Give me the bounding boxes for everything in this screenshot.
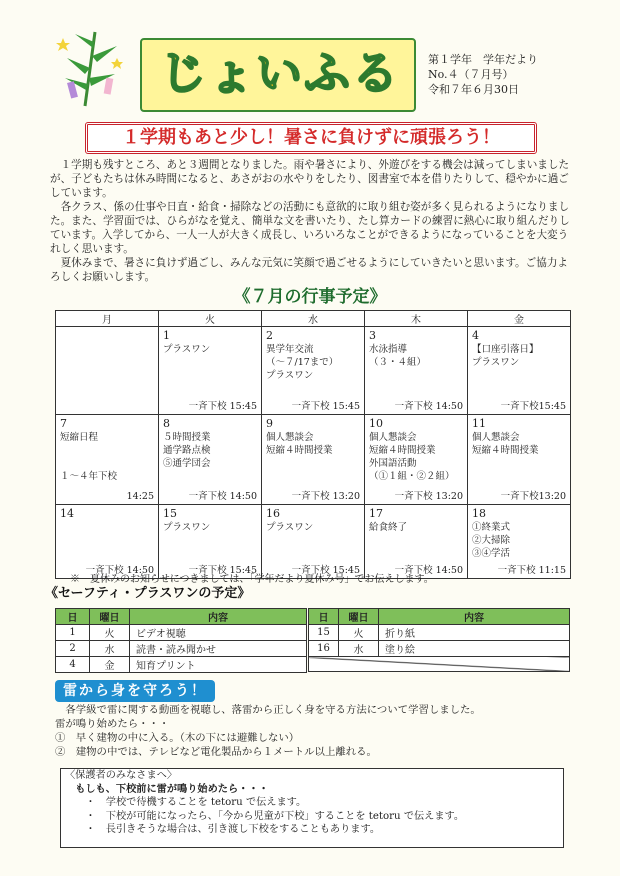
guardian-item: ・ 長引きそうな場合は、引き渡し下校をすることもあります。 — [85, 824, 381, 835]
safety-day: 4 — [56, 657, 90, 673]
calendar-day — [159, 505, 262, 579]
dismissal-time: 一斉下校 14:50 — [188, 491, 257, 502]
calendar-week — [56, 505, 571, 579]
day-number: 10 — [369, 417, 383, 430]
dismissal-time: 一斉下校 14:50 — [394, 401, 463, 412]
day-number: 9 — [266, 417, 273, 430]
events-heading: 《７月の行事予定》 — [233, 287, 387, 307]
day-events: ５時間授業 通学路点検 ⑤通学団会 — [163, 432, 211, 469]
day-number: 16 — [266, 507, 280, 520]
dismissal-time: 一斉下校 13:20 — [291, 491, 360, 502]
calendar-day — [56, 327, 159, 415]
issue-line: No.４（７月号） — [428, 68, 514, 81]
safety-activity: ビデオ視聴 — [130, 625, 307, 641]
thunder-lead-2: 雷が鳴り始めたら・・・ — [55, 718, 170, 730]
dismissal-time: 一斉下校 13:20 — [394, 491, 463, 502]
safety-weekday: 水 — [339, 641, 379, 657]
day-events: 給食終了 — [369, 522, 408, 533]
day-number: 2 — [266, 329, 273, 342]
col-header-content: 内容 — [130, 609, 307, 625]
guardian-item: ・ 下校が可能になったら、「今から児童が下校」することを tetoru で伝えます。 — [85, 810, 465, 822]
issue-info — [428, 52, 608, 97]
calendar-day — [262, 415, 365, 505]
calendar-day — [468, 415, 571, 505]
day-number: 8 — [163, 417, 170, 430]
dismissal-time: 一斉下校 15:45 — [291, 565, 360, 576]
guardian-heading: 〈保護者のみなさまへ〉 — [65, 770, 178, 781]
dismissal-time: 一斉下校 15:45 — [291, 401, 360, 412]
weekday-header: 月 — [56, 311, 159, 327]
dismissal-time: 一斉下校 14:50 — [394, 565, 463, 576]
safety-row — [309, 641, 570, 657]
issue-line: 令和７年６月30日 — [428, 83, 519, 96]
calendar-day — [468, 327, 571, 415]
day-number: 17 — [369, 507, 383, 520]
weekday-header: 火 — [159, 311, 262, 327]
day-events: 異学年交流 （～７/17まで） プラスワン — [266, 344, 339, 381]
safety-day: 16 — [309, 641, 339, 657]
thunder-point: ② 建物の中では、テレビなど電化製品から１メートル以上離れる。 — [55, 746, 377, 758]
safety-activity: 折り紙 — [379, 625, 570, 641]
safety-row — [56, 625, 307, 641]
thunder-safety-heading: 雷から身を守ろう！ — [55, 680, 215, 702]
safety-activity: 塗り絵 — [379, 641, 570, 657]
safety-activity: 読書・読み聞かせ — [130, 641, 307, 657]
guardian-lead: もしも、下校前に雷が鳴り始めたら・・・ — [75, 782, 269, 795]
weekday-header: 金 — [468, 311, 571, 327]
day-number: 7 — [60, 417, 67, 430]
intro-paragraph: 各クラス、係の仕事や日直・給食・掃除などの活動にも意欲的に取り組む姿が多く見られるようになりました。また、学習面では、ひらがなを覚え、簡単な文を書いたり、たし算カードの練習に熱心に取り組んだりしています。入学してから、一人一人が大きく成長し、いろいろなことができるようになっていることを大変うれしく思います。 — [50, 201, 570, 255]
dismissal-time: 一斉下校 14:50 — [85, 565, 154, 576]
safety-schedule-right — [308, 608, 570, 672]
events-calendar — [55, 310, 571, 579]
thunder-lead: 各学級で雷に関する動画を視聴し、落雷から正しく身を守る方法について学習しました。 — [65, 704, 481, 716]
safety-day: 1 — [56, 625, 90, 641]
thunder-point: ① 早く建物の中に入る。（木の下には避難しない） — [55, 732, 300, 744]
dismissal-time: 一斉下校15:45 — [500, 401, 566, 412]
safety-header-row — [309, 609, 570, 625]
day-number: 3 — [369, 329, 376, 342]
intro-paragraph: 夏休みまで、暑さに負けず過ごし、みんな元気に笑顔で過ごせるようにしていきたいと思います。ご協力よろしくお願いします。 — [50, 257, 569, 283]
day-number: 11 — [472, 417, 486, 430]
day-events: プラスワン — [163, 522, 211, 533]
day-events: 短縮日程 １～４年下校 — [60, 432, 118, 482]
weekday-header: 木 — [365, 311, 468, 327]
safety-row — [56, 641, 307, 657]
calendar-day — [56, 415, 159, 505]
day-events: 水泳指導 （３・４組） — [369, 344, 427, 368]
safety-weekday: 水 — [90, 641, 130, 657]
dismissal-time: 一斉下校 11:15 — [497, 565, 566, 576]
calendar-day — [159, 327, 262, 415]
safety-row — [309, 625, 570, 641]
safety-row-empty — [309, 657, 570, 672]
day-events: 【口座引落日】 プラスワン — [472, 344, 539, 368]
safety-header-row — [56, 609, 307, 625]
dismissal-time: 一斉下校 15:45 — [188, 565, 257, 576]
headline-banner: １学期もあと少し！暑さに負けずに頑張ろう！ — [122, 127, 500, 148]
newsletter-logo-text: じょいふる — [160, 46, 400, 100]
calendar-day — [56, 505, 159, 579]
calendar-header-row — [56, 311, 571, 327]
dismissal-time: 一斉下校 15:45 — [188, 401, 257, 412]
safety-day: 15 — [309, 625, 339, 641]
safety-weekday: 火 — [90, 625, 130, 641]
day-number: 14 — [60, 507, 74, 520]
empty-cell-slashed — [309, 657, 570, 672]
safety-day: 2 — [56, 641, 90, 657]
calendar-week — [56, 415, 571, 505]
intro-section — [50, 158, 578, 284]
calendar-day — [365, 327, 468, 415]
day-number: 15 — [163, 507, 177, 520]
day-number: 1 — [163, 329, 170, 342]
intro-paragraph: １学期も残すところ、あと３週間となりました。雨や暑さにより、外遊びをする機会は減ってしまいましたが、子どもたちは休み時間になると、あさがおの水やりをしたり、図書室で本を借りたりして、穏やかに過ごしています。 — [50, 159, 570, 199]
calendar-day — [262, 327, 365, 415]
safety-schedule-left — [55, 608, 307, 673]
guardian-notice — [65, 769, 563, 837]
col-header-weekday: 曜日 — [90, 609, 130, 625]
calendar-day — [365, 505, 468, 579]
day-events: プラスワン — [163, 344, 211, 355]
day-events: プラスワン — [266, 522, 314, 533]
calendar-week — [56, 327, 571, 415]
day-number: 4 — [472, 329, 479, 342]
col-header-day: 日 — [309, 609, 339, 625]
safety-weekday: 金 — [90, 657, 130, 673]
day-number: 18 — [472, 507, 486, 520]
thunder-safety-body — [55, 703, 575, 759]
col-header-weekday: 曜日 — [339, 609, 379, 625]
safety-weekday: 火 — [339, 625, 379, 641]
dismissal-time: 14:25 — [126, 491, 154, 502]
guardian-item: ・ 学校で待機することを tetoru で伝えます。 — [85, 797, 307, 808]
issue-line: 第１学年 学年だより — [428, 53, 538, 66]
summer-notice: ※ 夏休みのお知らせにつきましては、「学年だより夏休み号」でお伝えします。 — [70, 574, 434, 585]
day-events: 個人懇談会 短縮４時間授業 外国語活動 （①１組・②２組） — [369, 432, 455, 482]
col-header-day: 日 — [56, 609, 90, 625]
dismissal-time: 一斉下校13:20 — [500, 491, 566, 502]
day-events: 個人懇談会 短縮４時間授業 — [472, 432, 539, 456]
calendar-day — [468, 505, 571, 579]
day-events: ①終業式 ②大掃除 ③④学活 — [472, 522, 511, 559]
day-events: 個人懇談会 短縮４時間授業 — [266, 432, 333, 456]
safety-row — [56, 657, 307, 673]
safety-plus-one-heading: 《セーフティ・プラスワンの予定》 — [45, 586, 251, 601]
calendar-day — [365, 415, 468, 505]
weekday-header: 水 — [262, 311, 365, 327]
calendar-day — [159, 415, 262, 505]
safety-activity: 知育プリント — [130, 657, 307, 673]
calendar-day — [262, 505, 365, 579]
tanabata-bamboo-illustration — [55, 28, 130, 108]
col-header-content: 内容 — [379, 609, 570, 625]
